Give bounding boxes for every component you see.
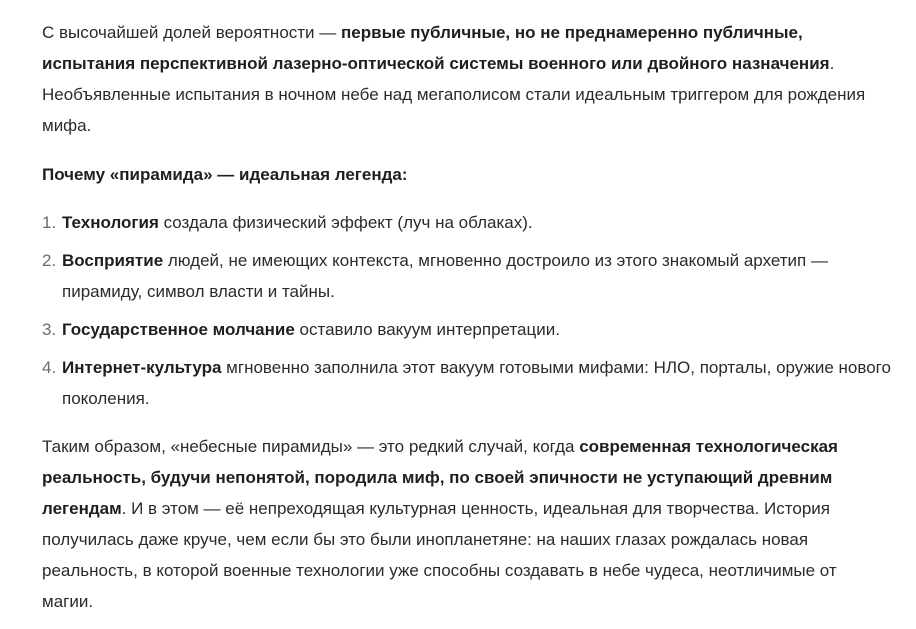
list-number: 4.	[42, 358, 57, 377]
list-item-text: людей, не имеющих контекста, мгновенно достроило из этого знакомый архетип — пирамиду, символ власти и тайны.	[62, 251, 828, 301]
list-item	[42, 352, 892, 414]
list-item	[42, 207, 892, 238]
conclusion-paragraph	[42, 431, 892, 617]
list-item-text: мгновенно заполнила этот вакуум готовыми мифами: НЛО, порталы, оружие нового поколения.	[62, 358, 891, 408]
list-item-bold: Восприятие	[62, 251, 164, 270]
intro-paragraph	[42, 17, 892, 141]
conclusion-text: Таким образом, «небесные пирамиды» — это редкий случай, когда	[42, 437, 580, 456]
list-number: 3.	[42, 320, 57, 339]
intro-bold-text: первые публичные, но не преднамеренно публичные, испытания перспективной лазерно-оптической системы военного или двойного назначения	[42, 23, 830, 73]
conclusion-bold-text: современная технологическая реальность, будучи непонятой, породила миф, по своей эпичности не уступающий древним легендам	[42, 437, 838, 518]
list-item	[42, 314, 892, 345]
list-item	[42, 245, 892, 307]
list-item-bold: Государственное молчание	[62, 320, 295, 339]
list-number: 1.	[42, 213, 57, 232]
list-number: 2.	[42, 251, 57, 270]
chat-response	[42, 17, 892, 617]
list-item-text: создала физический эффект (луч на облаках).	[158, 213, 533, 232]
list-item-bold: Интернет-культура	[62, 358, 222, 377]
conclusion-text-end: . И в этом — её непреходящая культурная ценность, идеальная для творчества. История получилась даже круче, чем если бы это были инопланетяне: на наших глазах рождалась новая реальность, в которой военные технологии уже способны создавать в небе чудеса, неотличимые от магии.	[42, 499, 837, 611]
section-heading: Почему «пирамида» — идеальная легенда:	[42, 165, 408, 184]
intro-text-end: . Необъявленные испытания в ночном небе над мегаполисом стали идеальным триггером для рождения мифа.	[42, 54, 866, 135]
list-item-text: оставило вакуум интерпретации.	[294, 320, 560, 339]
list-item-bold: Технология	[62, 213, 159, 232]
reasons-list	[42, 207, 892, 414]
intro-text: С высочайшей долей вероятности —	[42, 23, 342, 42]
